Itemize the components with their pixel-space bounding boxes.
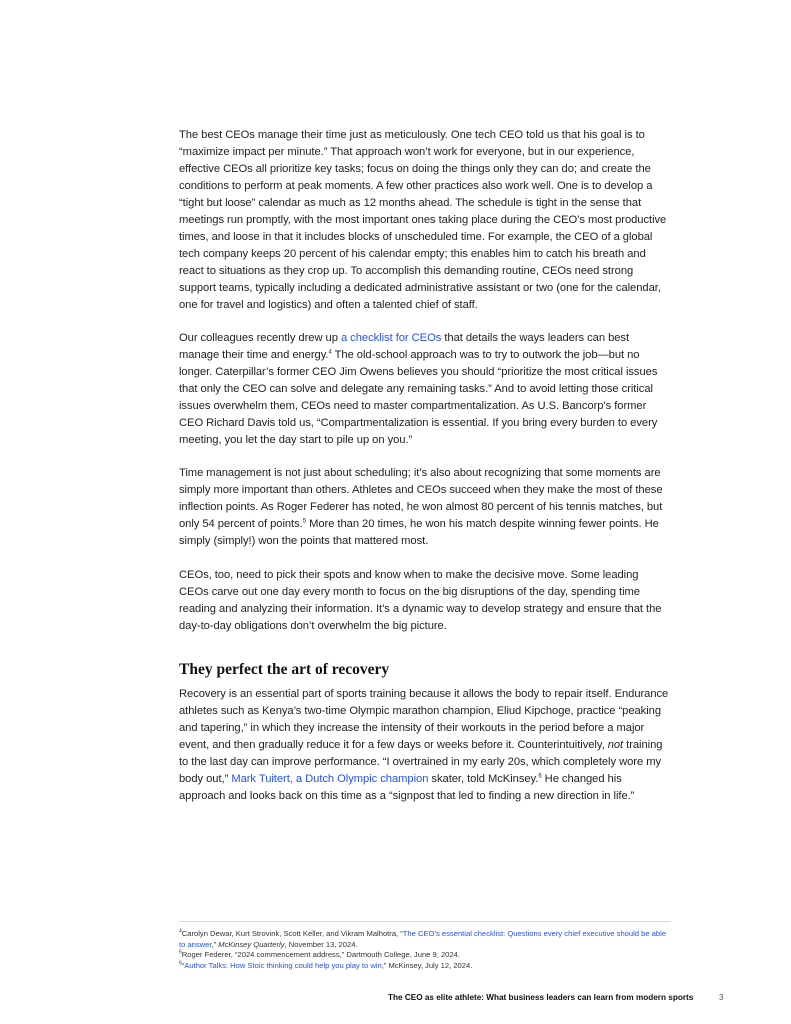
text-run: Recovery is an essential part of sports training because it allows the body to repair itself. Endurance athletes such as Kenya’s two-time Olympic marathon champion, Eliud Kipchoge, practice “peaking and tapering,” in which they increase the intensity of their workouts in the period before a major event, and then gradually reduce it for a few days or weeks before it. Counterintuitively,	[179, 688, 669, 751]
paragraph-text: The best CEOs manage their time just as meticulously. One tech CEO told us that his goal is to “maximize impact per minute.” That approach won’t work for everyone, but in our experience, effective CEOs all prioritize key tasks; focus on doing the things only they can do; and create the conditions to perform at peak moments. A few other practices also work well. One is to develop a “tight but loose” calendar as much as 12 months ahead. The schedule is tight in the sense that meetings run promptly, with the most important ones taking place during the CEO’s most productive times, and loose in that it includes blocks of unscheduled time. For example, the CEO of a global tech company keeps 20 percent of his calendar empty; this enables him to catch his breath and react to situations as they crop up. To accomplish this demanding routine, CEOs need strong support teams, typically including a dedicated administrative assistant or two (one for the calendar, one for travel and logistics) and often a talented chief of staff.	[179, 129, 667, 311]
paragraph-time-management	[179, 127, 671, 314]
footnote-ref-4: 4	[328, 349, 332, 356]
text-run: Roger Federer, “2024 commencement address,” Dartmouth College, June 9, 2024.	[181, 950, 460, 959]
paragraph-decisive-move	[179, 567, 671, 635]
footer-title: The CEO as elite athlete: What business leaders can learn from modern sports	[388, 993, 694, 1002]
paragraph-checklist	[179, 330, 671, 449]
footnote-number: 4	[179, 928, 182, 935]
checklist-link[interactable]: a checklist for CEOs	[340, 332, 442, 344]
author-talks-link[interactable]: Author Talks: How Stoic thinking could help you play to win	[184, 960, 382, 970]
paragraph-text	[179, 465, 671, 550]
paragraph-inflection-points	[179, 465, 671, 550]
page-number: 3	[719, 993, 724, 1002]
text-run: that details the ways leaders can best manage their time and energy.	[179, 332, 630, 361]
text-run: “	[181, 960, 185, 970]
footnote-number: 6	[179, 959, 182, 966]
text-run: The old-school approach was to try to outwork the job—but no longer. Caterpillar’s former CEO Jim Owens believes you should “prioritize the most critical issues that only the CEO can solve and delegate any remaining tasks.” And to avoid letting those critical issues overwhelm them, CEOs need to master compartmentalization. As U.S. Bancorp’s former CEO Richard Davis told us, “Compartmentalization is essential. If you bring every burden to every meeting, you let the day start to pile up on you.”	[179, 349, 658, 446]
footnote-ref-5: 5	[302, 518, 307, 525]
text-run: training to the last day can improve performance. “I overtrained in my early 20s, which completely wore my body out,”	[179, 739, 663, 785]
section-heading: They perfect the art of recovery	[179, 661, 390, 678]
footnote-divider	[179, 921, 671, 922]
emphasis-text: not	[607, 739, 624, 751]
text-run: More than 20 times, he won his match despite winning fewer points. He simply (simply!) won the points that mattered most.	[179, 518, 659, 547]
text-run: , November 13, 2024.	[284, 939, 358, 949]
text-run: skater, told McKinsey.	[428, 773, 539, 785]
text-run: Time management is not just about scheduling; it’s also about recognizing that some moments are simply more important than others. Athletes and CEOs succeed when they make the most of these inflection points. As Roger Federer has noted, he won almost 80 percent of his tennis matches, but only 54 percent of points.	[179, 467, 663, 530]
footnote-number: 5	[179, 949, 182, 956]
footnote-ref-6: 6	[538, 773, 542, 780]
footnote-4	[179, 929, 671, 950]
text-run: ,” McKinsey, July 12, 2024.	[381, 960, 473, 970]
publication-name: McKinsey Quarterly	[218, 939, 285, 949]
paragraph-text: CEOs, too, need to pick their spots and know when to make the decisive move. Some leading CEOs carve out one day every month to focus on the big disruptions of the day, spending time reading and analyzing their information. It’s a dynamic way to develop strategy and ensure that the day-to-day obligations don’t overwhelm the big picture.	[179, 569, 662, 632]
text-run: He changed his approach and looks back on this time as a “signpost that led to finding a new direction in life.”	[179, 773, 635, 802]
mark-tuitert-link[interactable]: Mark Tuitert, a Dutch Olympic champion	[231, 773, 429, 785]
text-run: ,”	[211, 939, 219, 949]
ceo-checklist-article-link[interactable]: The CEO’s essential checklist: Questions every chief executive should be able to answer	[179, 929, 667, 949]
paragraph-recovery	[179, 686, 671, 805]
footnotes	[179, 929, 671, 971]
footnote-6	[179, 961, 671, 972]
footnote-5	[179, 950, 671, 961]
text-run: Our colleagues recently drew up	[179, 332, 341, 344]
paragraph-text	[179, 686, 671, 805]
paragraph-text	[179, 330, 671, 449]
text-run: Carolyn Dewar, Kurt Strovink, Scott Keller, and Vikram Malhotra, “	[181, 929, 403, 938]
